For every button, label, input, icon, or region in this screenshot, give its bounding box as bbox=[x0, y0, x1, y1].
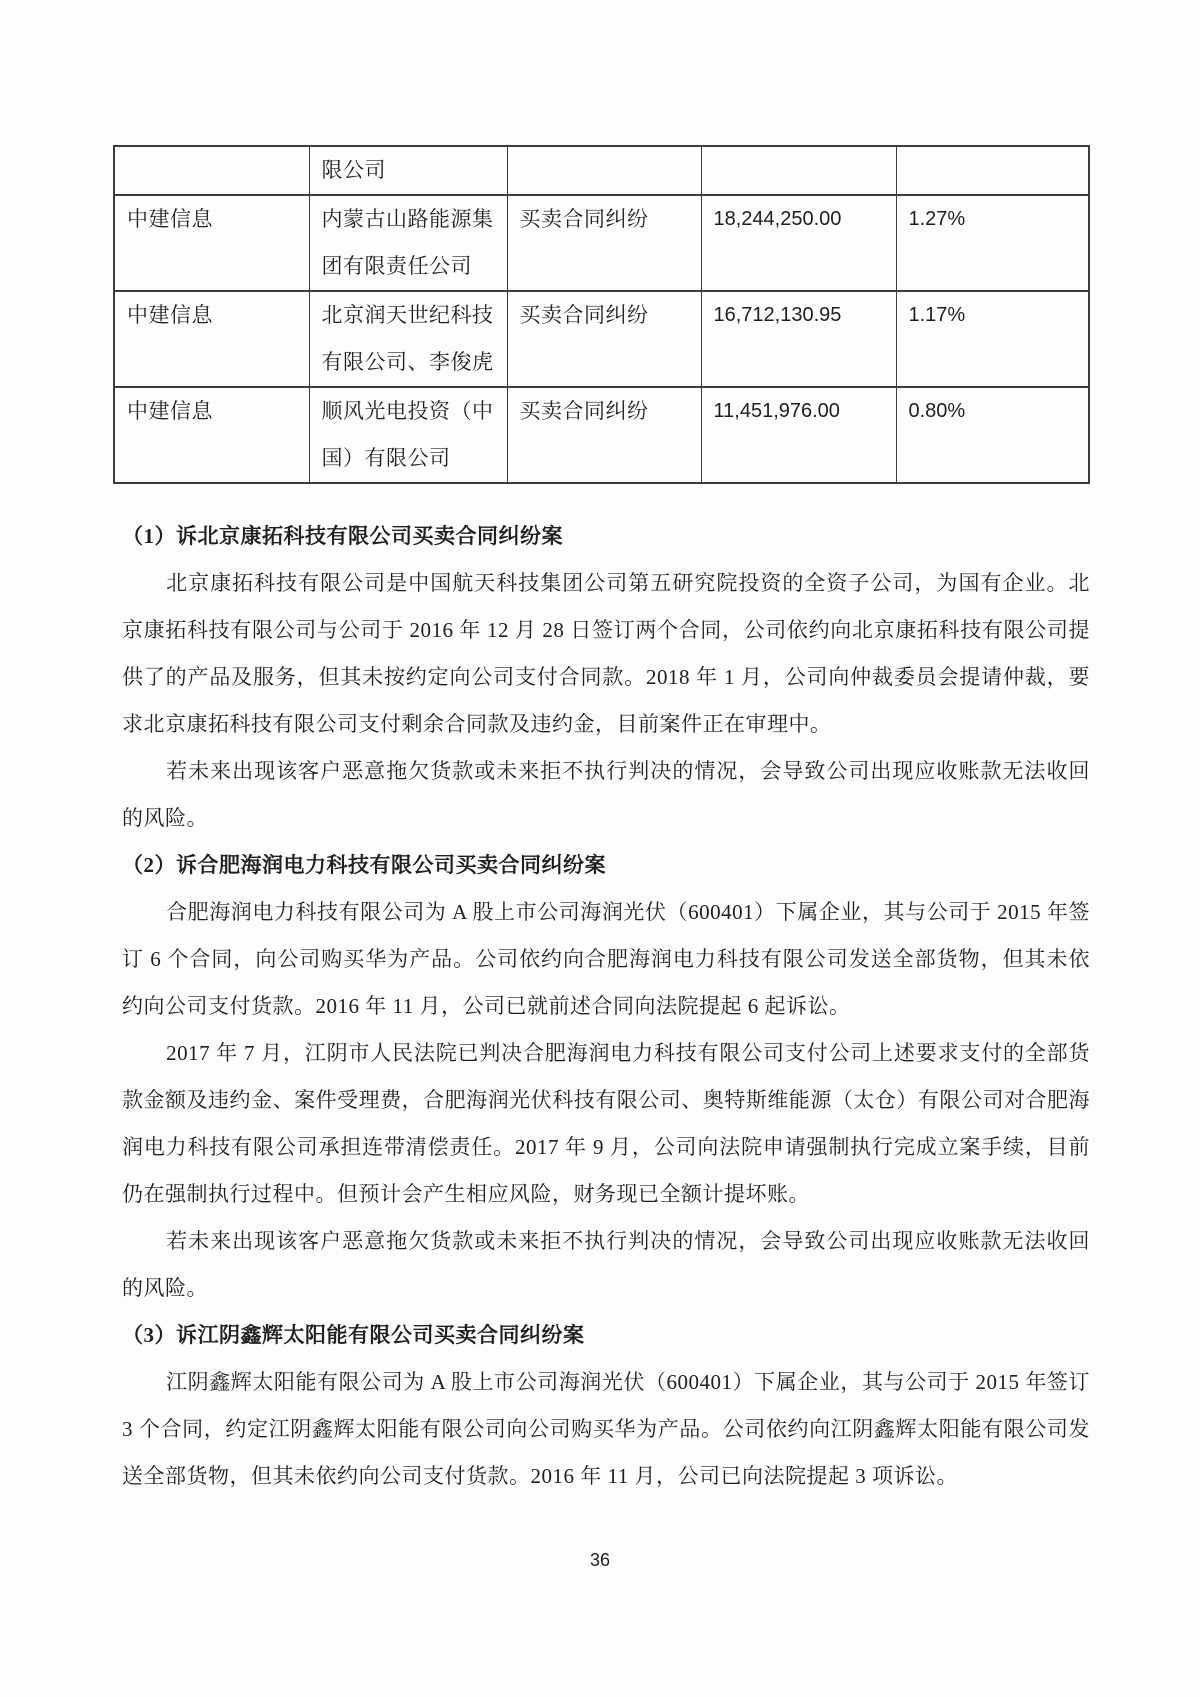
case-type-cell: 买卖合同纠纷 bbox=[507, 195, 701, 291]
section-case-3 bbox=[122, 1312, 1090, 1500]
case-type-cell: 买卖合同纠纷 bbox=[507, 291, 701, 387]
plaintiff-cell: 中建信息 bbox=[114, 387, 309, 483]
case-2-heading: （2）诉合肥海润电力科技有限公司买卖合同纠纷案 bbox=[122, 853, 606, 877]
percentage-cell: 1.17% bbox=[896, 291, 1089, 387]
case-3-paragraph: 江阴鑫辉太阳能有限公司为 A 股上市公司海润光伏（600401）下属企业，其与公司于 2015 年签订 3 个合同，约定江阴鑫辉太阳能有限公司向公司购买华为产品。公司依约向江阴鑫辉太阳能有限公司发送全部货物，但其未依约向公司支付货款。2016 年 11 月，公司已向法院提起 3 项诉讼。 bbox=[122, 1370, 1090, 1488]
table-row bbox=[114, 387, 1089, 483]
case-2-judgment-paragraph: 2017 年 7 月，江阴市人民法院已判决合肥海润电力科技有限公司支付公司上述要求支付的全部货款金额及违约金、案件受理费，合肥海润光伏科技有限公司、奥特斯维能源（太仓）有限公司对合肥海润电力科技有限公司承担连带清偿责任。2017 年 9 月，公司向法院申请强制执行完成立案手续，目前仍在强制执行过程中。但预计会产生相应风险，财务现已全额计提坏账。 bbox=[122, 1041, 1090, 1206]
defendant-cell: 北京润天世纪科技有限公司、李俊虎 bbox=[309, 291, 507, 387]
plaintiff-cell bbox=[114, 146, 309, 195]
case-1-risk-paragraph: 若未来出现该客户恶意拖欠货款或未来拒不执行判决的情况，会导致公司出现应收账款无法收回的风险。 bbox=[122, 759, 1090, 830]
case-1-paragraph: 北京康拓科技有限公司是中国航天科技集团公司第五研究院投资的全资子公司，为国有企业。北京康拓科技有限公司与公司于 2016 年 12 月 28 日签订两个合同，公司依约向北京康拓科技有限公司提供了的产品及服务，但其未按约定向公司支付合同款。2018 年 1 月，公司向仲裁委员会提请仲裁，要求北京康拓科技有限公司支付剩余合同款及违约金，目前案件正在审理中。 bbox=[122, 571, 1090, 736]
amount-cell bbox=[701, 146, 896, 195]
amount-cell: 11,451,976.00 bbox=[701, 387, 896, 483]
case-3-heading: （3）诉江阴鑫辉太阳能有限公司买卖合同纠纷案 bbox=[122, 1323, 585, 1347]
plaintiff-cell: 中建信息 bbox=[114, 291, 309, 387]
table-row bbox=[114, 291, 1089, 387]
percentage-cell bbox=[896, 146, 1089, 195]
defendant-cell: 顺风光电投资（中国）有限公司 bbox=[309, 387, 507, 483]
table-row bbox=[114, 146, 1089, 195]
section-case-1 bbox=[122, 513, 1090, 842]
percentage-cell: 1.27% bbox=[896, 195, 1089, 291]
table-row bbox=[114, 195, 1089, 291]
body-text bbox=[122, 513, 1090, 1500]
percentage-cell: 0.80% bbox=[896, 387, 1089, 483]
case-type-cell bbox=[507, 146, 701, 195]
defendant-cell: 内蒙古山路能源集团有限责任公司 bbox=[309, 195, 507, 291]
amount-cell: 18,244,250.00 bbox=[701, 195, 896, 291]
case-type-cell: 买卖合同纠纷 bbox=[507, 387, 701, 483]
lawsuit-table-wrap bbox=[113, 145, 1088, 484]
lawsuit-table bbox=[113, 145, 1090, 484]
amount-cell: 16,712,130.95 bbox=[701, 291, 896, 387]
page-number: 36 bbox=[589, 1550, 611, 1570]
section-case-2 bbox=[122, 842, 1090, 1312]
case-1-heading: （1）诉北京康拓科技有限公司买卖合同纠纷案 bbox=[122, 524, 563, 548]
case-2-paragraph: 合肥海润电力科技有限公司为 A 股上市公司海润光伏（600401）下属企业，其与公司于 2015 年签订 6 个合同，向公司购买华为产品。公司依约向合肥海润电力科技有限公司发送全部货物，但其未依约向公司支付货款。2016 年 11 月，公司已就前述合同向法院提起 6 起诉讼。 bbox=[122, 900, 1090, 1018]
plaintiff-cell: 中建信息 bbox=[114, 195, 309, 291]
defendant-cell: 限公司 bbox=[309, 146, 507, 195]
case-2-risk-paragraph: 若未来出现该客户恶意拖欠货款或未来拒不执行判决的情况，会导致公司出现应收账款无法收回的风险。 bbox=[122, 1229, 1090, 1300]
